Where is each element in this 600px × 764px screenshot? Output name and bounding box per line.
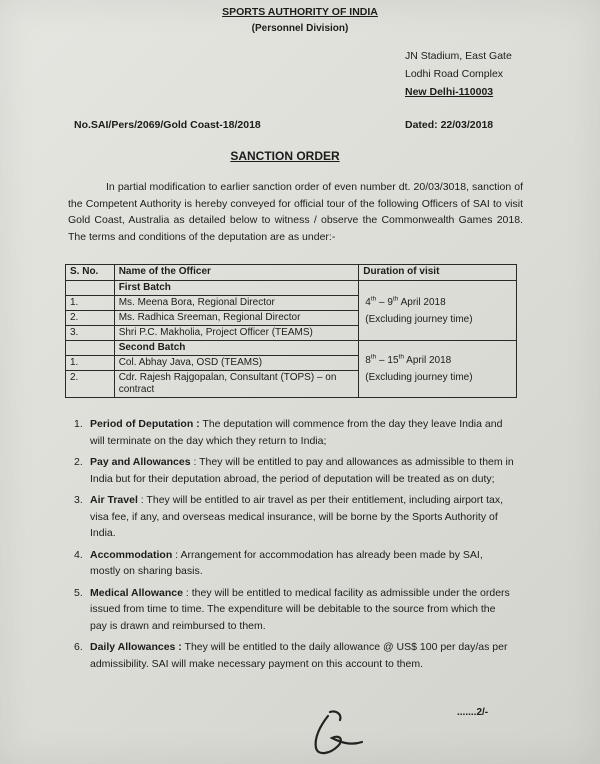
row-sno: 2. (66, 371, 115, 398)
term-text: The deputation will commence from the day they leave India and will terminate on the day which they return to India; (90, 418, 503, 447)
address-line-2: Lodhi Road Complex (405, 68, 504, 80)
address-line-1: JN Stadium, East Gate (405, 50, 512, 62)
term-item (74, 585, 514, 635)
table-cell (66, 281, 115, 296)
address-line-3: New Delhi-110003 (405, 86, 494, 98)
term-item (74, 416, 514, 449)
duration-day: – 15 (376, 355, 399, 366)
batch-label: Second Batch (114, 341, 359, 356)
batch-row (66, 341, 517, 356)
duration-note: (Excluding journey time) (365, 372, 473, 383)
duration-day: 8 (365, 355, 371, 366)
term-number: 6. (74, 641, 83, 653)
term-heading: Medical Allowance (90, 586, 183, 599)
row-officer-name: Col. Abhay Java, OSD (TEAMS) (114, 356, 359, 371)
header-duration: Duration of visit (359, 265, 517, 281)
term-heading: Accommodation (90, 548, 173, 561)
batch-label: First Batch (114, 281, 359, 296)
term-number: 1. (74, 418, 83, 430)
page-continuation: .......2/- (457, 707, 489, 718)
table-cell (66, 341, 115, 356)
intro-paragraph (68, 179, 523, 245)
term-heading: Air Travel (90, 494, 138, 506)
row-officer-name: Ms. Meena Bora, Regional Director (114, 296, 359, 311)
header-sno: S. No. (66, 265, 115, 281)
term-text: : They will be entitled to pay and allowances as admissible to them in India but for their deputation abroad, the period of deputation will be treated as on duty; (90, 456, 514, 485)
duration-day: – 9 (376, 296, 393, 308)
duration-month: April 2018 (398, 296, 446, 308)
row-officer-name: Cdr. Rajesh Rajgopalan, Consultant (TOPS) – on contract (114, 371, 359, 398)
term-heading: Pay and Allowances (90, 456, 191, 468)
batch-duration (359, 281, 517, 341)
term-item (74, 454, 514, 487)
term-number: 4. (74, 548, 83, 561)
reference-number: No.SAI/Pers/2069/Gold Coast-18/2018 (74, 119, 261, 131)
organization-name: SPORTS AUTHORITY OF INDIA (222, 6, 378, 18)
document-title: SANCTION ORDER (230, 149, 340, 163)
row-sno: 1. (66, 296, 115, 311)
row-sno: 2. (66, 311, 115, 326)
row-sno: 3. (66, 326, 115, 341)
document-date: Dated: 22/03/2018 (405, 119, 494, 131)
term-number: 2. (74, 456, 83, 468)
term-heading: Period of Deputation : (90, 418, 200, 430)
batch-row (66, 281, 517, 296)
row-sno: 1. (66, 356, 115, 371)
signature-mark (300, 708, 380, 758)
term-text: They will be entitled to the daily allowance @ US$ 100 per day/as per admissibility. SAI will make necessary payment on this account to them. (90, 641, 508, 670)
term-text: : they will be entitled to medical facility as admissible under the orders issued from time to time. The expenditure will be debitable to the source from which the pay is drawn and reimbursed to them. (90, 586, 510, 632)
duration-suffix: th (370, 353, 377, 361)
term-heading: Daily Allowances : (90, 641, 182, 653)
term-text: : They will be entitled to air travel as per their entitlement, including airport tax, visa fee, if any, and overseas medical insurance, will be borne by the Sports Authority of India. (90, 494, 504, 539)
intro-text: In partial modification to earlier sanction order of even number dt. 20/03/3018, sanction of the Competent Authority is hereby conveyed for official tour of the following Officers of SAI to visit Gold Coast, Australia as detailed below to witness / observe the Commonwealth Games 2018. The terms and conditions of the deputation are as under:- (68, 181, 523, 243)
row-officer-name: Shri P.C. Makholia, Project Officer (TEAMS) (114, 326, 359, 341)
duration-suffix: th (392, 295, 399, 303)
terms-list (74, 416, 514, 677)
division-name: (Personnel Division) (251, 23, 349, 34)
header-officer-name: Name of the Officer (114, 265, 359, 281)
table-header-row (66, 265, 517, 281)
batch-duration (359, 341, 517, 398)
duration-suffix: th (370, 295, 377, 303)
duration-suffix: th (398, 353, 404, 361)
duration-month: April 2018 (403, 355, 452, 366)
term-number: 3. (74, 494, 83, 506)
term-number: 5. (74, 586, 83, 599)
term-text: : Arrangement for accommodation has already been made by SAI, mostly on sharing basis. (90, 548, 483, 577)
term-item (74, 639, 514, 672)
term-item (74, 547, 514, 580)
row-officer-name: Ms. Radhica Sreeman, Regional Director (114, 311, 359, 326)
duration-note: (Excluding journey time) (365, 313, 473, 325)
duration-day: 4 (365, 296, 371, 308)
term-item (74, 492, 514, 542)
officers-table (65, 264, 517, 398)
